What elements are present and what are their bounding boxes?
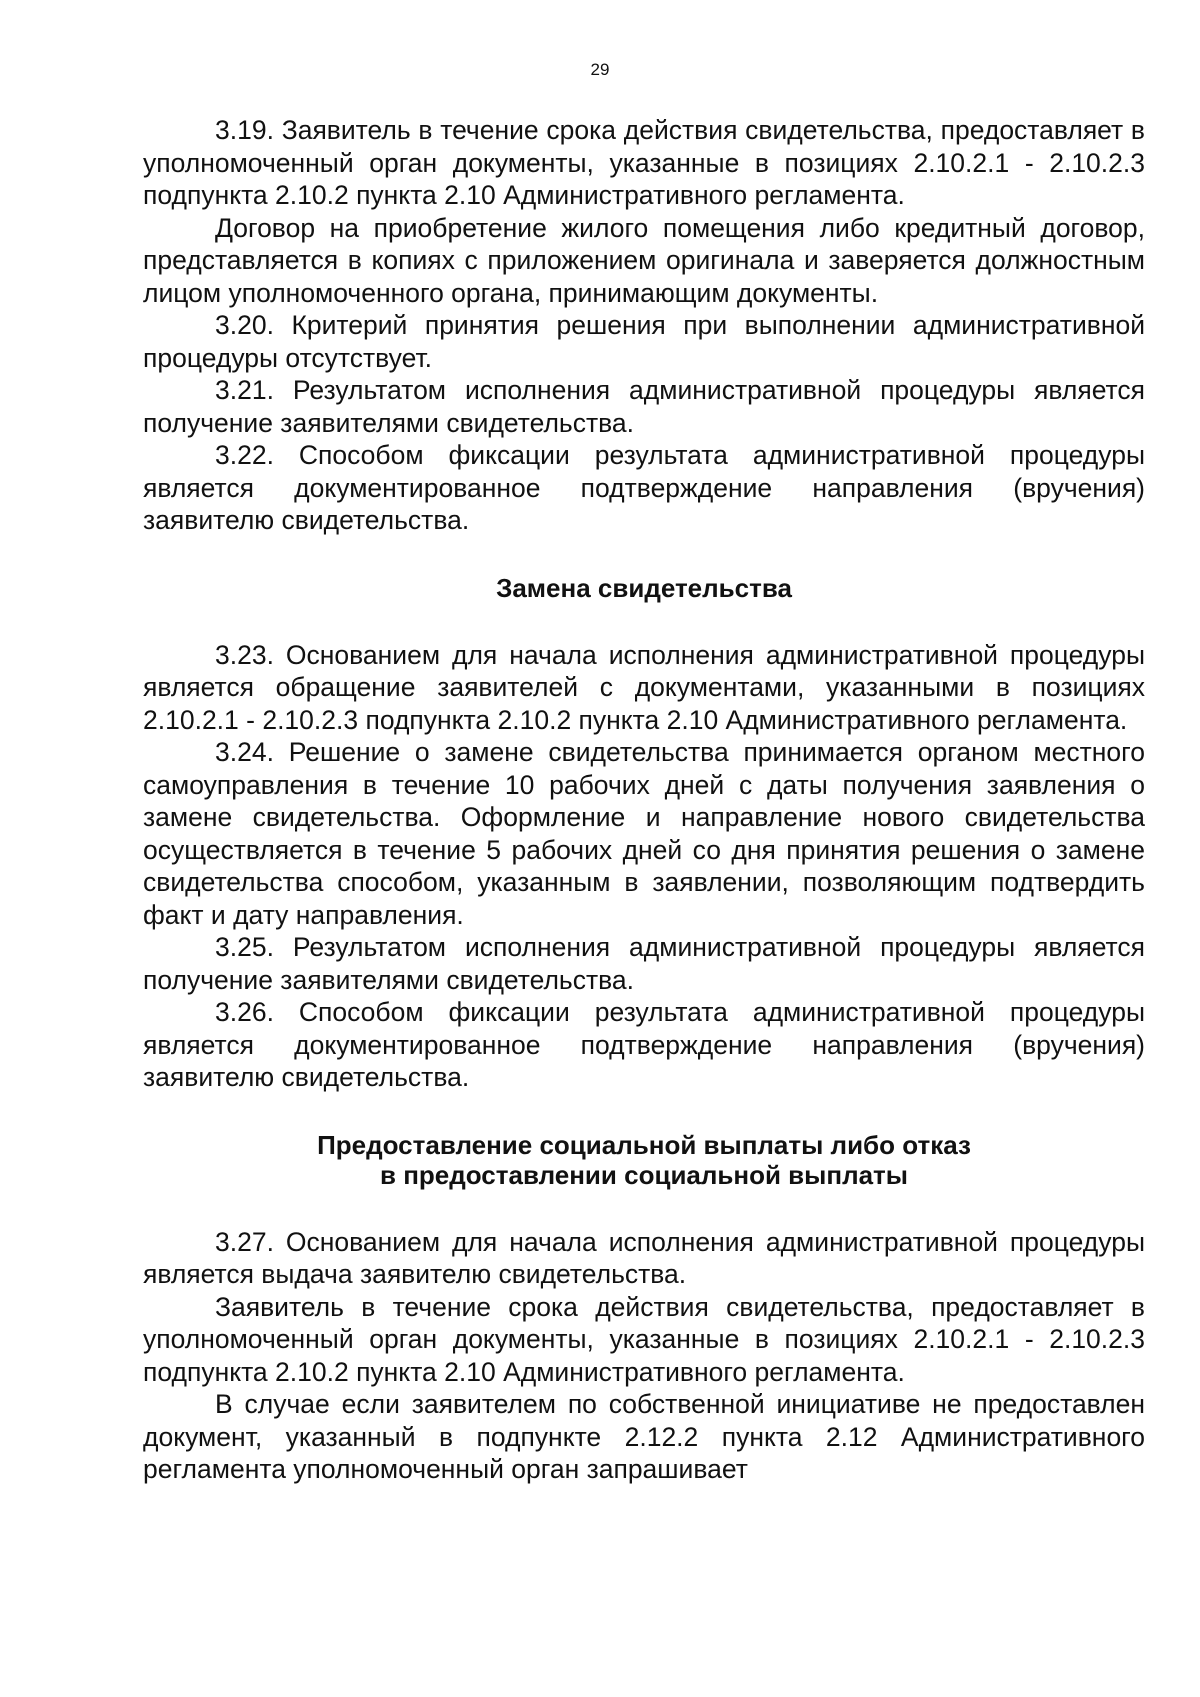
document-body bbox=[143, 114, 1145, 1486]
section-heading-social-payment bbox=[143, 1130, 1145, 1190]
heading-line-1: Предоставление социальной выплаты либо отказ bbox=[317, 1129, 971, 1160]
page-number: 29 bbox=[590, 60, 610, 79]
paragraph-3-21: 3.21. Результатом исполнения административной процедуры является получение заявителями свидетельства. bbox=[143, 375, 1145, 438]
paragraph-3-24: 3.24. Решение о замене свидетельства принимается органом местного самоуправления в течение 10 рабочих дней с даты получения заявления о замене свидетельства. Оформление и направление нового свидетельства осуществляется в течение 5 рабочих дней со дня принятия решения о замене свидетельства способом, указанным в заявлении, позволяющим подтвердить факт и дату направления. bbox=[143, 737, 1145, 930]
paragraph-3-20: 3.20. Критерий принятия решения при выполнении административной процедуры отсутствует. bbox=[143, 310, 1145, 373]
paragraph-applicant-documents: Заявитель в течение срока действия свидетельства, предоставляет в уполномоченный орган документы, указанные в позициях 2.10.2.1 - 2.10.2.3 подпункта 2.10.2 пункта 2.10 Административного регламента. bbox=[143, 1291, 1145, 1387]
paragraph-3-23: 3.23. Основанием для начала исполнения административной процедуры является обращение заявителей с документами, указанными в позициях 2.10.2.1 - 2.10.2.3 подпункта 2.10.2 пункта 2.10 Административного регламента. bbox=[143, 639, 1145, 735]
paragraph-3-22: 3.22. Способом фиксации результата административной процедуры является документированное подтверждение направления (вручения) заявителю свидетельства. bbox=[143, 440, 1145, 535]
paragraph-3-26: 3.26. Способом фиксации результата административной процедуры является документированное подтверждение направления (вручения) заявителю свидетельства. bbox=[143, 997, 1145, 1092]
paragraph-3-27: 3.27. Основанием для начала исполнения административной процедуры является выдача заявителю свидетельства. bbox=[143, 1226, 1145, 1289]
paragraph-3-19: 3.19. Заявитель в течение срока действия свидетельства, предоставляет в уполномоченный орган документы, указанные в позициях 2.10.2.1 - 2.10.2.3 подпункта 2.10.2 пункта 2.10 Административного регламента. bbox=[143, 115, 1145, 210]
paragraph-own-initiative: В случае если заявителем по собственной инициативе не предоставлен документ, указанный в подпункте 2.12.2 пункта 2.12 Административного регламента уполномоченный орган запрашивает bbox=[143, 1389, 1145, 1484]
section-heading-replacement: Замена свидетельства bbox=[496, 572, 792, 603]
heading-line-2: в предоставлении социальной выплаты bbox=[380, 1159, 908, 1190]
paragraph-contract-copies: Договор на приобретение жилого помещения либо кредитный договор, представляется в копиях с приложением оригинала и заверяется должностным лицом уполномоченного органа, принимающим документы. bbox=[143, 212, 1145, 308]
paragraph-3-25: 3.25. Результатом исполнения административной процедуры является получение заявителями свидетельства. bbox=[143, 932, 1145, 995]
